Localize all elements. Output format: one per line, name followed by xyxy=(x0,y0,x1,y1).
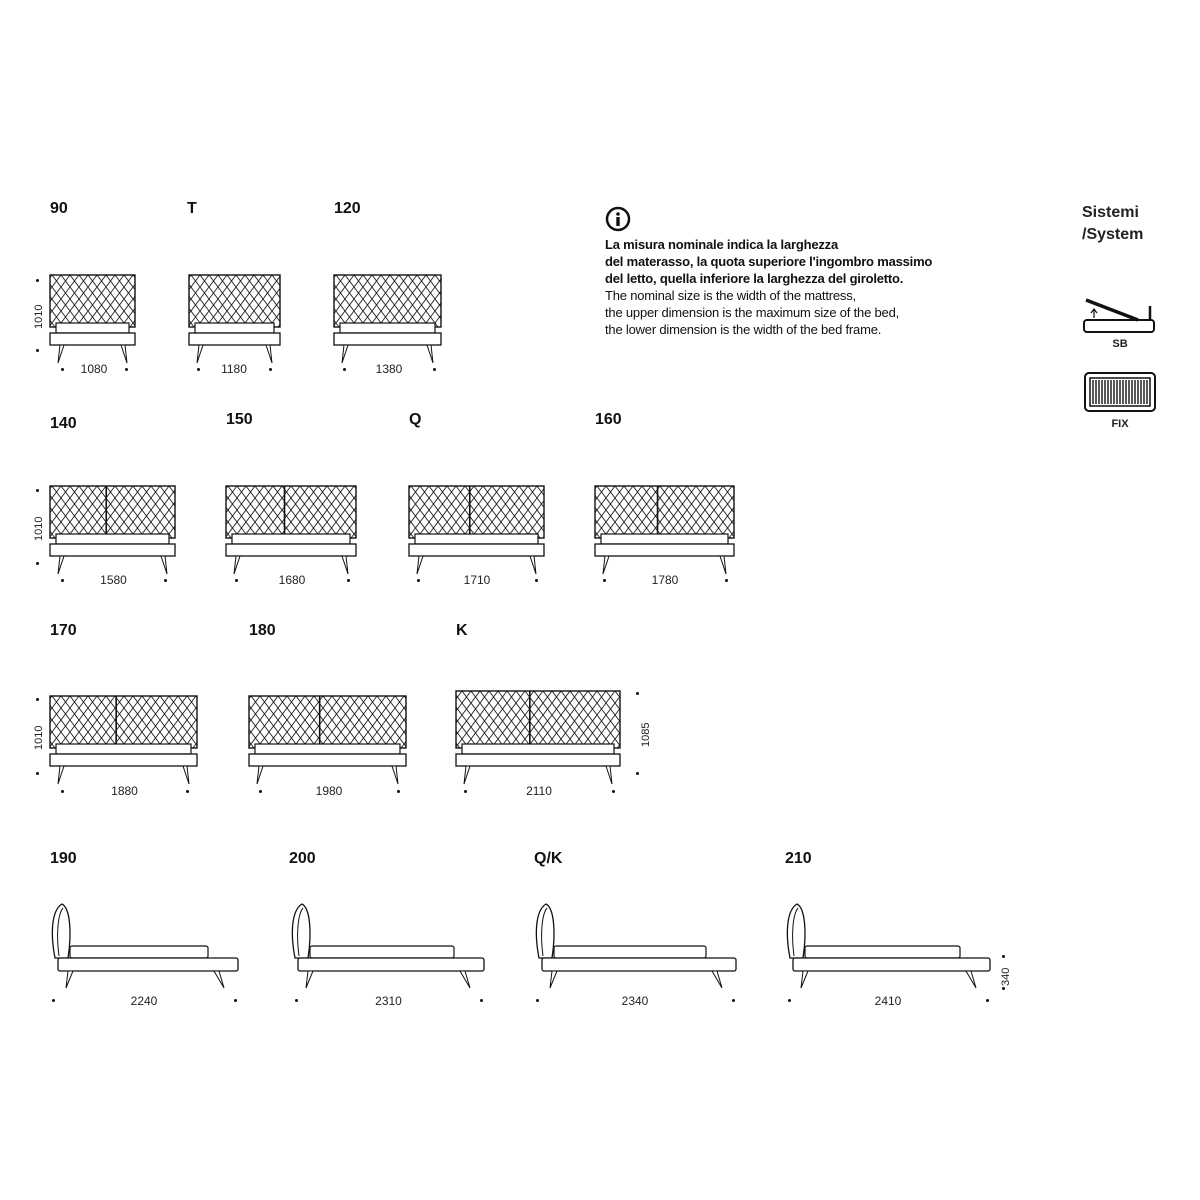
headboard-outline xyxy=(226,486,356,538)
mattress-side xyxy=(70,946,208,958)
size-label: 120 xyxy=(334,200,361,217)
length-dimension: 2410 xyxy=(874,994,902,1008)
dim-dot xyxy=(36,698,39,701)
leg-left xyxy=(58,345,64,363)
leg-back xyxy=(966,971,976,988)
dim-dot xyxy=(125,368,128,371)
info-line-en-3: the lower dimension is the width of the bed frame. xyxy=(605,322,882,337)
mattress-side xyxy=(805,946,960,958)
width-dimension: 1980 xyxy=(315,784,343,798)
system-fix-label: FIX xyxy=(1111,418,1129,430)
bed-side-drawing xyxy=(532,900,738,992)
mattress xyxy=(340,323,435,333)
mattress xyxy=(232,534,350,544)
size-label: 150 xyxy=(226,411,253,428)
fixed-slats-icon xyxy=(1084,372,1156,412)
bed-frame xyxy=(409,544,544,556)
bed-front-drawing xyxy=(593,484,736,580)
systems-panel xyxy=(1070,202,1180,246)
bed-frame xyxy=(249,754,406,766)
dim-dot xyxy=(1002,955,1005,958)
width-dimension: 1880 xyxy=(111,784,138,798)
mattress xyxy=(415,534,538,544)
leg-right xyxy=(342,556,348,574)
height-dimension: 1010 xyxy=(33,304,45,329)
dim-dot xyxy=(235,579,238,582)
length-dimension: 2310 xyxy=(375,994,402,1008)
mattress xyxy=(56,534,169,544)
leg-left xyxy=(417,556,423,574)
bed-frame xyxy=(50,544,175,556)
systems-title-en: /System xyxy=(1082,226,1144,243)
bed-front-drawing xyxy=(454,689,622,790)
system-sb xyxy=(1082,298,1158,350)
bed-side-drawing xyxy=(288,900,486,992)
leg-front xyxy=(66,971,73,988)
dim-dot xyxy=(343,368,346,371)
dim-dot xyxy=(61,579,64,582)
bed-frame xyxy=(50,333,135,345)
height-dimension: 340 xyxy=(1000,967,1012,986)
frame-side xyxy=(298,958,484,971)
bed-front-drawing xyxy=(407,484,546,580)
dim-dot xyxy=(36,772,39,775)
size-label: T xyxy=(187,200,197,217)
leg-right xyxy=(161,556,167,574)
info-note xyxy=(605,206,985,338)
leg-left xyxy=(603,556,609,574)
width-dimension: 1680 xyxy=(278,573,306,587)
bed-front-drawing xyxy=(224,484,358,580)
bed-side-drawing xyxy=(48,900,240,992)
dim-dot xyxy=(61,368,64,371)
leg-right xyxy=(121,345,127,363)
dim-dot xyxy=(417,579,420,582)
dim-dot xyxy=(234,999,237,1002)
frame-side xyxy=(58,958,238,971)
dim-dot xyxy=(36,562,39,565)
dim-dot xyxy=(347,579,350,582)
bed-front-drawing xyxy=(187,273,282,370)
dim-dot xyxy=(164,579,167,582)
size-label: Q/K xyxy=(534,850,563,867)
dim-dot xyxy=(36,489,39,492)
bed-frame xyxy=(50,754,197,766)
leg-right xyxy=(183,766,189,784)
size-label: 140 xyxy=(50,415,77,432)
mattress xyxy=(195,323,274,333)
dim-dot xyxy=(397,790,400,793)
dim-dot xyxy=(259,790,262,793)
info-line-it-1: La misura nominale indica la larghezza xyxy=(605,237,838,252)
height-dimension: 1010 xyxy=(33,516,45,541)
dim-dot xyxy=(197,368,200,371)
size-label: 180 xyxy=(249,622,276,639)
mattress xyxy=(56,323,129,333)
dim-dot xyxy=(1002,987,1005,990)
dim-dot xyxy=(269,368,272,371)
bed-frame xyxy=(189,333,280,345)
size-label: 210 xyxy=(785,850,812,867)
width-dimension: 1380 xyxy=(375,362,403,376)
leg-left xyxy=(58,766,64,784)
dim-dot xyxy=(788,999,791,1002)
leg-front xyxy=(306,971,313,988)
dim-dot xyxy=(295,999,298,1002)
leg-back xyxy=(460,971,470,988)
leg-left xyxy=(342,345,348,363)
mattress xyxy=(601,534,728,544)
leg-left xyxy=(234,556,240,574)
info-line-en-1: The nominal size is the width of the mattress, xyxy=(605,288,856,303)
length-dimension: 2240 xyxy=(130,994,158,1008)
leg-right xyxy=(720,556,726,574)
size-label: 90 xyxy=(50,200,68,217)
dim-dot xyxy=(636,692,639,695)
info-line-it-2: del materasso, la quota superiore l'ingombro massimo xyxy=(605,254,933,269)
leg-back xyxy=(712,971,722,988)
dim-dot xyxy=(480,999,483,1002)
bed-front-drawing xyxy=(48,694,199,790)
width-dimension: 1710 xyxy=(463,573,491,587)
dim-dot xyxy=(636,772,639,775)
dim-dot xyxy=(986,999,989,1002)
system-fix xyxy=(1084,372,1156,430)
frame-side xyxy=(793,958,990,971)
leg-left xyxy=(58,556,64,574)
bed-front-drawing xyxy=(332,273,443,370)
dim-dot xyxy=(36,279,39,282)
leg-right xyxy=(530,556,536,574)
dim-dot xyxy=(433,368,436,371)
system-sb-label: SB xyxy=(1112,338,1128,350)
dim-dot xyxy=(464,790,467,793)
bed-side-drawing xyxy=(783,900,992,992)
mattress-side xyxy=(554,946,706,958)
storage-bed-icon xyxy=(1082,298,1158,336)
headboard-outline xyxy=(595,486,734,538)
info-line-it-3: del letto, quella inferiore la larghezza del giroletto. xyxy=(605,271,904,286)
bed-front-drawing xyxy=(247,694,408,790)
size-label: 160 xyxy=(595,411,622,428)
dim-dot xyxy=(36,349,39,352)
leg-right xyxy=(266,345,272,363)
dim-dot xyxy=(732,999,735,1002)
systems-title-it: Sistemi xyxy=(1082,204,1139,221)
systems-title xyxy=(1070,202,1180,246)
dim-dot xyxy=(725,579,728,582)
size-label: 170 xyxy=(50,622,77,639)
leg-back xyxy=(214,971,224,988)
leg-right xyxy=(392,766,398,784)
info-line-en-2: the upper dimension is the maximum size of the bed, xyxy=(605,305,900,320)
leg-left xyxy=(257,766,263,784)
bed-frame xyxy=(226,544,356,556)
dim-dot xyxy=(612,790,615,793)
size-label: 200 xyxy=(289,850,316,867)
bed-frame xyxy=(595,544,734,556)
bed-front-drawing xyxy=(48,484,177,580)
info-icon xyxy=(605,206,631,232)
bed-frame xyxy=(334,333,441,345)
size-label: 190 xyxy=(50,850,77,867)
height-dimension: 1010 xyxy=(33,725,45,750)
bed-front-drawing xyxy=(48,273,137,370)
leg-right xyxy=(427,345,433,363)
width-dimension: 1080 xyxy=(80,362,108,376)
size-label: Q xyxy=(409,411,422,428)
frame-side xyxy=(542,958,736,971)
leg-front xyxy=(801,971,808,988)
mattress xyxy=(56,744,191,754)
dim-dot xyxy=(603,579,606,582)
mattress xyxy=(462,744,614,754)
leg-front xyxy=(550,971,557,988)
dim-dot xyxy=(536,999,539,1002)
leg-right xyxy=(606,766,612,784)
dim-dot xyxy=(52,999,55,1002)
bed-frame xyxy=(456,754,620,766)
dim-dot xyxy=(186,790,189,793)
mattress xyxy=(255,744,400,754)
leg-left xyxy=(197,345,203,363)
height-dimension: 1085 xyxy=(640,722,652,747)
width-dimension: 1580 xyxy=(100,573,127,587)
width-dimension: 1180 xyxy=(221,362,247,376)
width-dimension: 1780 xyxy=(651,573,679,587)
dim-dot xyxy=(535,579,538,582)
leg-left xyxy=(464,766,470,784)
size-label: K xyxy=(456,622,468,639)
dim-dot xyxy=(61,790,64,793)
mattress-side xyxy=(310,946,454,958)
length-dimension: 2340 xyxy=(621,994,649,1008)
width-dimension: 2110 xyxy=(526,784,552,798)
